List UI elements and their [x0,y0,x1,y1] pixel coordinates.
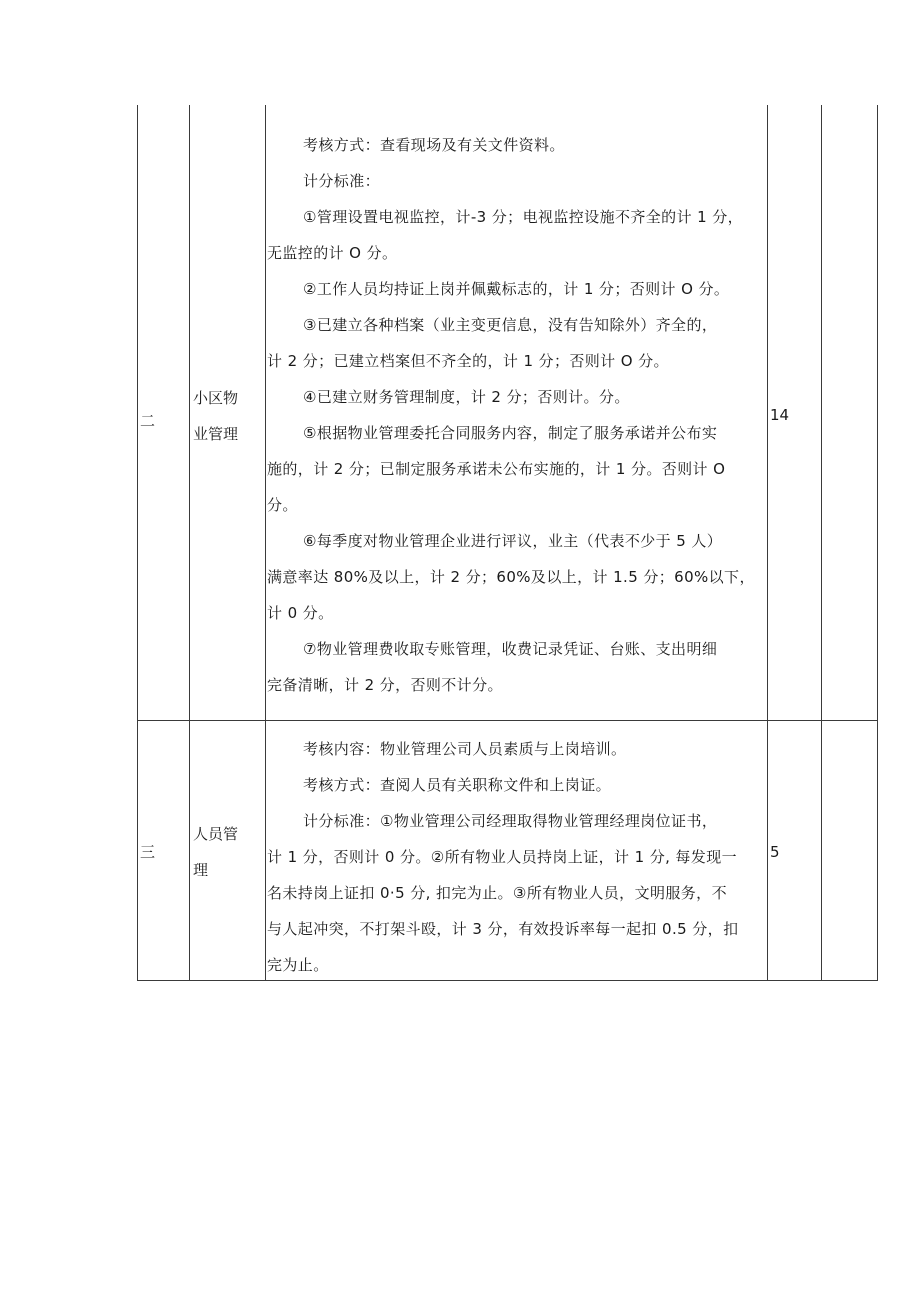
item-name: 人员管 理 [193,825,239,879]
scoring-standard: 计分标准：①物业管理公司经理取得物业管理经理岗位证书， 计 1 分，否则计 0 分。②所有物业人员持岗上证，计 1 分, 每发现一 名未持岗上证扣 0·5 分, 扣完为止。③所有物业人员，文明服务，不 与人起冲突，不打架斗殴，计 3 分，有效投诉率每一起扣 0.5 分，扣 完为止。 [267,812,739,974]
criterion-4: ④已建立财务管理制度，计 2 分；否则计。分。 [303,388,630,406]
row-number: 二 [140,412,156,430]
criterion-7: ⑦物业管理费收取专账管理，收费记录凭证、台账、支出明细 完备清晰，计 2 分，否则不计分。 [267,640,718,694]
criterion-5: ⑤根据物业管理委托合同服务内容，制定了服务承诺并公布实 施的，计 2 分；已制定服务承诺未公布实施的，计 1 分。否则计 O 分。 [267,424,726,514]
table-divider-score [821,105,822,981]
table-border-left [137,105,138,981]
criterion-2: ②工作人员均持证上岗并佩戴标志的，计 1 分；否则计 O 分。 [303,280,730,298]
assessment-content [267,127,765,703]
table-divider-content [767,105,768,981]
row-separator [137,720,878,721]
score-value: 5 [770,843,780,861]
assessment-subject: 考核内容：物业管理公司人员素质与上岗培训。 [303,740,627,758]
criterion-1: ①管理设置电视监控，计-3 分；电视监控设施不齐全的计 1 分， 无监控的计 O 分。 [267,208,744,262]
scoring-standard-title: 计分标准： [303,172,381,190]
assessment-content [267,731,765,983]
table-border-right [877,105,878,981]
item-name: 小区物 业管理 [193,389,239,443]
table-divider-item [265,105,266,981]
criterion-3: ③已建立各种档案（业主变更信息，没有告知除外）齐全的， 计 2 分；已建立档案但不齐全的，计 1 分；否则计 O 分。 [267,316,718,370]
assessment-method: 考核方式：查看现场及有关文件资料。 [303,136,565,154]
table-divider-no [189,105,190,981]
criterion-6: ⑥每季度对物业管理企业进行评议，业主（代表不少于 5 人） 满意率达 80%及以上，计 2 分；60%及以上，计 1.5 分；60%以下， 计 0 分。 [267,532,755,622]
score-value: 14 [770,406,790,424]
assessment-method: 考核方式：查阅人员有关职称文件和上岗证。 [303,776,612,794]
row-number: 三 [140,843,156,861]
